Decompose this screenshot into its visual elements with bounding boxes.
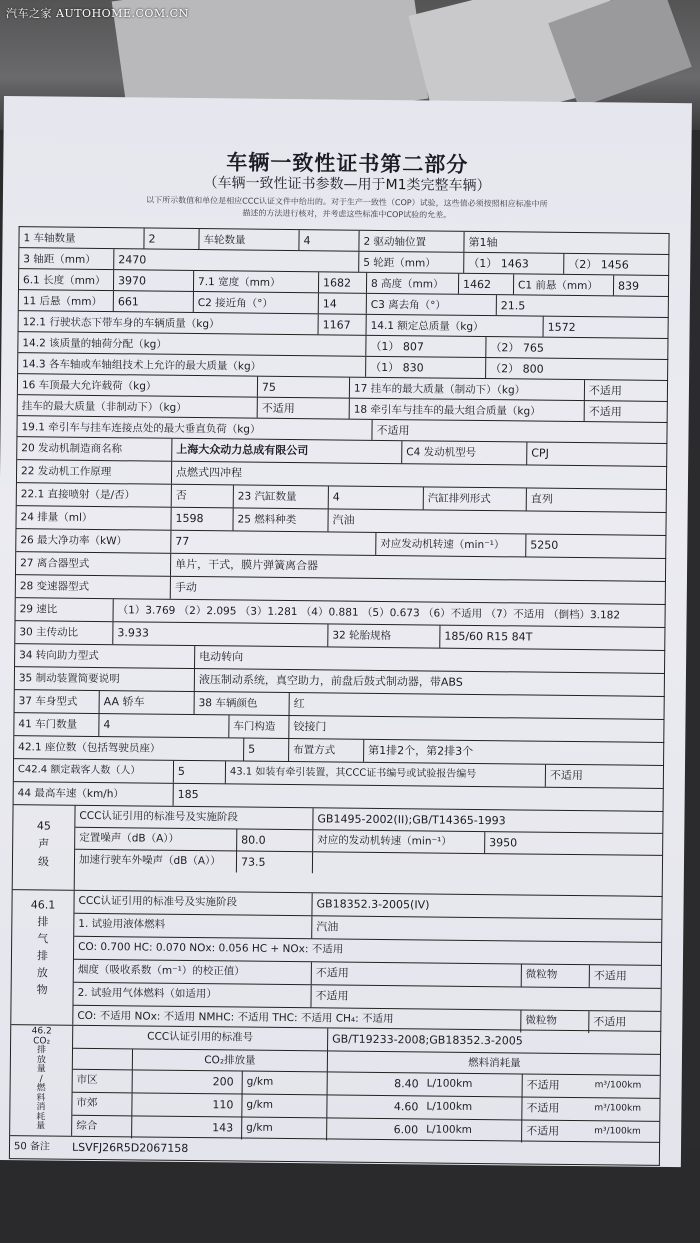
field-label: CCC认证引用的标准号及实施阶段 <box>75 806 313 829</box>
field-label: 28 变速器型式 <box>16 575 171 599</box>
field-value: 1462 <box>459 274 514 295</box>
field-value: 不适用 <box>549 768 583 783</box>
fuel-consumption-section <box>10 1025 661 1143</box>
noise-section <box>13 805 664 897</box>
field-label: 14.3 各车轴或车轴组技术上允许的最大质量（kg） <box>18 353 366 377</box>
field-value: 73.5 <box>237 851 313 873</box>
unit: m³/100km <box>594 1126 641 1137</box>
field-value: 3950 <box>489 836 518 850</box>
parameter-table <box>9 226 670 1166</box>
field-value: 点燃式四冲程 <box>176 465 243 480</box>
noise-rows <box>75 806 663 877</box>
side-label-text: 46.1 <box>30 898 56 912</box>
field-value: （1） 830 <box>366 357 486 378</box>
fuel-value: 4.60 <box>393 1100 419 1114</box>
field-label: 1. 试验用液体燃料 <box>74 914 312 938</box>
field-value: 电动转向 <box>199 650 244 664</box>
fuel-rows <box>72 1026 660 1144</box>
document-title: 车辆一致性证书第二部分 <box>226 150 469 177</box>
field-value: 4 <box>299 230 359 251</box>
side-label-text: 排 <box>36 949 49 963</box>
field-value: 汽油 <box>332 513 355 527</box>
field-label: 6.1 长度（mm） <box>19 269 114 290</box>
column-header: CO₂排放量 <box>133 1049 328 1071</box>
field-label: CCC认证引用的标准号及实施阶段 <box>74 891 312 915</box>
field-label: 烟度（吸收系数（m⁻¹）的校正值） <box>74 960 312 984</box>
side-label-text: 物 <box>36 983 48 997</box>
field-value: 80.0 <box>237 829 313 851</box>
side-label-text: 耗 <box>36 1111 46 1122</box>
emission-rows <box>73 891 661 1034</box>
field-value: 汽油 <box>316 920 339 934</box>
field-value: 661 <box>114 291 194 312</box>
field-label: 44 最高车速（km/h） <box>14 782 174 806</box>
field-value: 4 <box>99 714 229 737</box>
field-value: 1167 <box>319 314 367 335</box>
field-value: 3970 <box>114 270 194 291</box>
field-label: 对应的发动机转速（min⁻¹） <box>313 830 485 853</box>
alt-fuel-value: 不适用 <box>526 1124 560 1138</box>
unit: L/100km <box>422 1119 522 1142</box>
field-value: 4 <box>329 486 424 509</box>
side-label-text: 消 <box>36 1102 46 1113</box>
field-value: AA 轿车 <box>100 691 195 714</box>
field-value: 红 <box>293 697 305 711</box>
field-label: 43.1 如装有牵引装置，其CCC证书编号或试验报告编号 <box>226 761 546 786</box>
field-label: C1 前悬（mm） <box>514 274 614 295</box>
side-label-text: 排 <box>36 1045 47 1056</box>
field-value: 手动 <box>174 580 197 595</box>
field-label: CCC认证引用的标准号 <box>73 1026 328 1051</box>
field-value: 第1轴 <box>468 235 498 250</box>
co2-value: 110 <box>132 1093 242 1116</box>
field-label: 26 最大净功率（kW） <box>16 529 171 553</box>
field-value: 液压制动系统，真空助力，前盘后鼓式制动器，带ABS <box>198 673 463 689</box>
field-value: 不适用 <box>588 384 623 398</box>
field-value: 1682 <box>319 272 367 293</box>
field-label: 挂车的最大质量（非制动下）（kg） <box>18 395 258 418</box>
field-label: 定置噪声（dB（A）） <box>75 828 237 851</box>
unit: L/100km <box>423 1073 523 1096</box>
field-label: 41 车门数量 <box>14 713 99 736</box>
field-value: CPJ <box>531 446 549 460</box>
field-value: GB1495-2002(II);GB/T14365-1993 <box>317 812 506 828</box>
field-value: 75 <box>258 377 350 398</box>
row-name: 综合 <box>72 1116 132 1139</box>
note-line: 描述的方法进行核对，并考虑这些标准中COP试验的允差。 <box>242 208 452 220</box>
field-label: 2. 试验用气体燃料（如适用） <box>73 983 311 1007</box>
field-label: C4 发动机型号 <box>402 441 527 464</box>
row-name: 市区 <box>73 1070 133 1093</box>
field-label: 17 挂车的最大质量（制动下）（kg） <box>350 378 585 400</box>
field-value: 185 <box>177 787 199 802</box>
side-label-text: 气 <box>37 932 49 946</box>
fuel-value: 6.00 <box>393 1123 419 1137</box>
co2-value: 200 <box>133 1070 243 1093</box>
field-value: （1）3.769 （2）2.095 （3）1.281 （4）0.881 （5）0.673 （6）不适用 （7）不适用 （倒档）3.182 <box>117 604 621 622</box>
unit: m³/100km <box>594 1103 642 1114</box>
field-value: 不适用 <box>588 405 622 419</box>
section-side-label <box>13 805 76 890</box>
field-value: 1572 <box>547 320 576 334</box>
field-value: GB18352.3-2005(IV) <box>316 897 430 912</box>
field-value: 不适用 <box>258 398 350 419</box>
note-line: 以下所示数值和单位是相应CCC认证文件中给出的。对于生产一致性（COP）试验，这些值必须按照相应标准中所 <box>146 195 548 209</box>
field-value: （2） 765 <box>490 341 544 355</box>
field-label: 22 发动机工作原理 <box>17 460 172 484</box>
fuel-value: 8.40 <box>394 1077 419 1091</box>
field-value: 14 <box>319 293 367 314</box>
document-subtitle: （车辆一致性证书参数—用于M1类完整车辆） <box>203 175 491 195</box>
field-label: 29 速比 <box>16 598 114 621</box>
field-label: 2 驱动轴位置 <box>359 231 464 252</box>
side-label-text: 级 <box>37 855 50 869</box>
field-label: 38 车辆颜色 <box>195 692 290 715</box>
section-side-label <box>10 1025 73 1136</box>
watermark: 汽车之家 AUTOHOME.COM.CN <box>6 7 189 20</box>
field-label: 37 车身型式 <box>15 690 100 713</box>
field-label: 35 制动装置简要说明 <box>15 667 195 691</box>
field-value: 不适用 <box>315 989 349 1003</box>
field-label: 汽缸排列形式 <box>424 487 527 510</box>
field-value: （1） 1463 <box>464 253 564 274</box>
side-label-text: 量 <box>36 1064 46 1075</box>
field-value: 2 <box>144 228 199 249</box>
unit: g/km <box>242 1118 327 1141</box>
emission-values: CO: 0.700 HC: 0.070 NOx: 0.056 HC + NOx: 不适用 <box>78 940 344 956</box>
field-value: 不适用 <box>312 962 522 986</box>
field-label: 12.1 行驶状态下带车身的车辆质量（kg） <box>19 311 319 334</box>
field-value: GB/T19233-2008;GB18352.3-2005 <box>332 1032 523 1048</box>
field-value: LSVFJ26R5D2067158 <box>71 1140 189 1155</box>
field-label: 车轮数量 <box>199 229 299 250</box>
field-label: 微粒物 <box>522 964 590 987</box>
row-name: 市郊 <box>72 1093 132 1116</box>
field-value: 1598 <box>171 508 233 531</box>
side-label-text: / <box>39 1073 43 1084</box>
emission-section <box>11 890 662 1032</box>
field-label: 微粒物 <box>521 1010 589 1033</box>
field-label: 32 轮胎规格 <box>328 624 440 647</box>
field-label: 14.1 额定总质量（kg） <box>367 315 544 337</box>
field-label: 22.1 直接喷射（是/否） <box>17 483 172 507</box>
field-value: 不适用 <box>593 1015 627 1029</box>
side-label-text: 45 <box>36 819 51 833</box>
field-label: 30 主传动比 <box>15 621 113 644</box>
field-label: 27 离合器型式 <box>16 552 171 576</box>
field-label: 车门构造 <box>229 715 289 738</box>
side-label-text: 量 <box>36 1121 46 1132</box>
side-label-text: 燃 <box>36 1083 46 1094</box>
side-label-text: CO₂ <box>33 1035 51 1047</box>
emission-values: CO: 不适用 NOx: 不适用 NMHC: 不适用 THC: 不适用 CH₄: 不适用 <box>73 1006 521 1033</box>
alt-fuel-value: 不适用 <box>526 1101 560 1115</box>
field-label: 23 汽缸数量 <box>234 485 329 508</box>
field-label: 对应发动机转速（min⁻¹） <box>376 533 526 557</box>
co2-value: 143 <box>132 1116 242 1139</box>
field-label: 20 发动机制造商名称 <box>17 437 172 461</box>
field-label: 1 车轴数量 <box>19 227 144 248</box>
field-value: （2） 1456 <box>568 257 629 272</box>
field-value: 5250 <box>530 538 559 552</box>
field-label: 11 后悬（mm） <box>19 290 114 311</box>
field-value: 直列 <box>530 492 553 506</box>
side-label-text: 放 <box>36 966 48 980</box>
field-label: 3 轴距（mm） <box>19 248 114 269</box>
field-label: 8 高度（mm） <box>367 273 459 294</box>
field-value: 铰接门 <box>293 720 327 734</box>
field-value: 单片，干式，膜片弹簧离合器 <box>175 557 319 573</box>
field-label: 50 备注 <box>13 1141 50 1153</box>
column-header: 燃料消耗量 <box>468 1056 521 1070</box>
field-label: C2 接近角（°） <box>194 292 319 313</box>
field-value: 839 <box>617 279 640 293</box>
field-label: 14.2 该质量的轴荷分配（kg） <box>18 332 366 356</box>
unit: g/km <box>243 1072 328 1095</box>
field-label: 7.1 宽度（mm） <box>194 271 319 292</box>
field-label: 42.1 座位数（包括驾驶员座） <box>14 736 244 760</box>
field-value: 不适用 <box>593 969 627 983</box>
blank-cell <box>73 1049 133 1070</box>
field-value: 3.933 <box>113 622 328 646</box>
side-label-text: 排 <box>37 915 49 929</box>
field-value: （1） 807 <box>366 336 486 357</box>
field-value: （2） 800 <box>490 362 544 376</box>
field-value: 77 <box>171 531 376 555</box>
side-label-text: 46.2 <box>31 1026 52 1037</box>
field-value: 不适用 <box>376 423 410 438</box>
unit: g/km <box>242 1095 327 1118</box>
field-label: 19.1 牵引车与挂车连接点处的最大垂直负荷（kg） <box>17 416 372 440</box>
field-label: 18 牵引车与挂车的最大组合质量（kg） <box>350 399 585 421</box>
field-value: 第1排2个，第2排3个 <box>368 743 474 758</box>
field-label: 布置方式 <box>289 739 364 762</box>
unit: m³/100km <box>594 1080 642 1091</box>
certificate-page <box>0 96 692 1167</box>
side-label-text: 料 <box>36 1092 46 1103</box>
field-value: 上海大众动力总成有限公司 <box>172 439 402 463</box>
field-label: 25 燃料种类 <box>233 508 328 531</box>
field-label: 16 车顶最大允许载荷（kg） <box>18 374 258 397</box>
field-value: 5 <box>244 739 289 761</box>
field-label: 24 排量（ml） <box>16 506 171 530</box>
field-label: 加速行驶车外噪声（dB（A）） <box>75 850 237 873</box>
field-value: 185/60 R15 84T <box>444 629 533 644</box>
field-label: C3 离去角（°） <box>367 294 497 315</box>
side-label-text: 声 <box>38 837 50 851</box>
section-side-label <box>11 890 74 1025</box>
field-label: C42.4 额定载客人数（人） <box>14 759 174 783</box>
side-label-text: 放 <box>36 1054 46 1065</box>
alt-fuel-value: 不适用 <box>526 1078 560 1092</box>
field-value: 否 <box>172 485 234 508</box>
field-label: 5 轮距（mm） <box>359 252 464 273</box>
field-value: 2470 <box>114 249 359 272</box>
unit: L/100km <box>422 1096 522 1119</box>
field-label: 34 转向助力型式 <box>15 644 195 668</box>
field-value: 5 <box>174 761 226 784</box>
field-value: 21.5 <box>500 299 526 313</box>
